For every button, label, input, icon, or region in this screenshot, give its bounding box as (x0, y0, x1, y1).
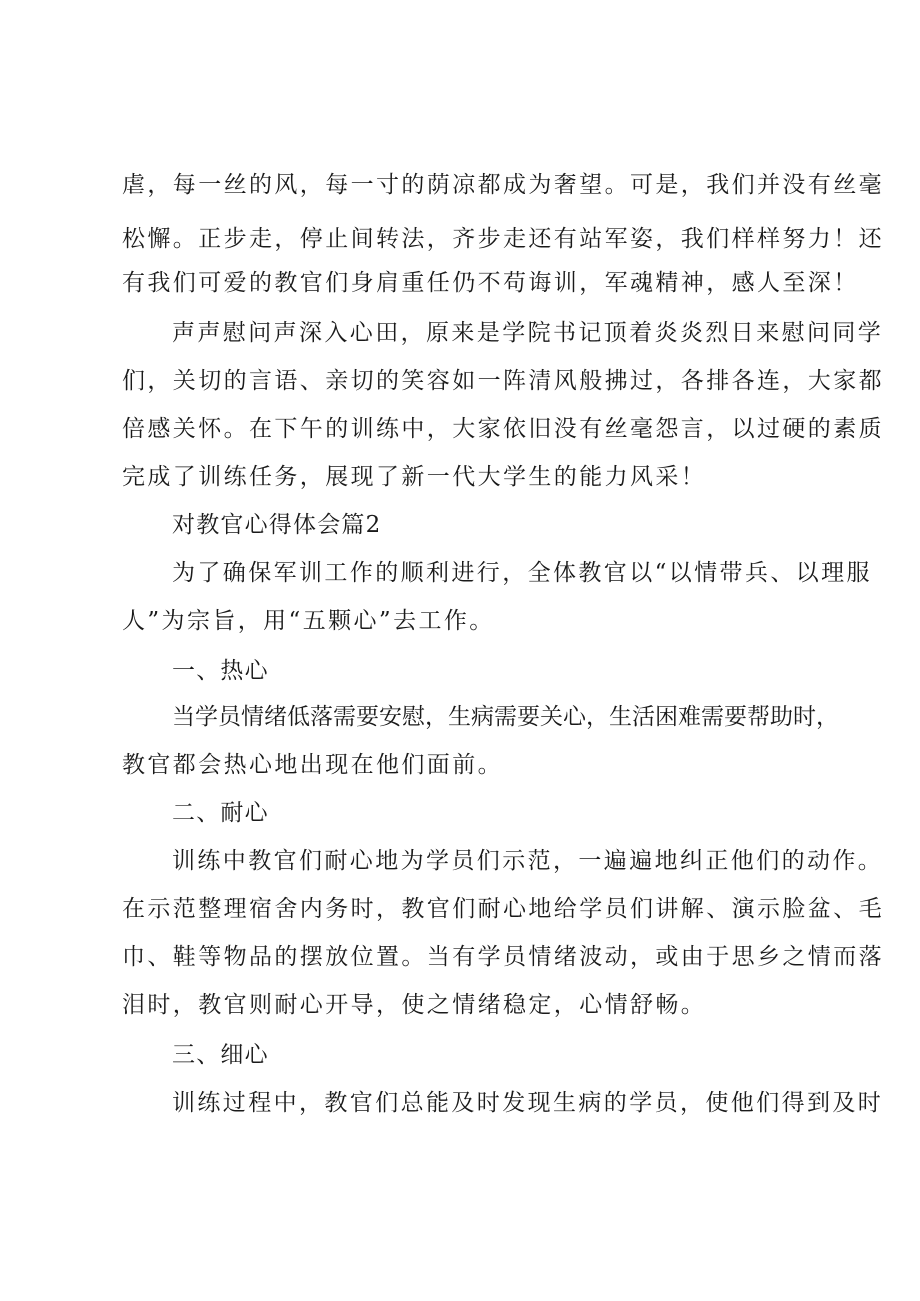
paragraph-line: 泪时，教官则耐心开导，使之情绪稳定，心情舒畅。 (122, 992, 707, 1018)
paragraph-line: 训练中教官们耐心地为学员们示范，一遍遍地纠正他们的动作。 (172, 848, 884, 874)
paragraph-line: 巾、鞋等物品的摆放位置。当有学员情绪波动，或由于思乡之情而落 (122, 944, 884, 970)
paragraph-line: 在示范整理宿舍内务时，教官们耐心地给学员们讲解、演示脸盆、毛 (122, 896, 884, 922)
subheading: 三、细心 (172, 1042, 269, 1068)
section-title: 对教官心得体会篇2 (172, 512, 382, 538)
paragraph-line: 松懈。正步走，停止间转法，齐步走还有站军姿，我们样样努力！还 (122, 226, 884, 252)
paragraph-line: 为了确保军训工作的顺利进行，全体教官以“以情带兵、以理服 (172, 560, 872, 586)
subheading: 二、耐心 (172, 800, 269, 826)
paragraph-line: 当学员情绪低落需要安慰，生病需要关心，生活困难需要帮助时， (172, 704, 839, 730)
paragraph-line: 倍感关怀。在下午的训练中，大家依旧没有丝毫怨言，以过硬的素质 (122, 416, 884, 442)
paragraph-line: 虐，每一丝的风，每一寸的荫凉都成为奢望。可是，我们并没有丝毫 (122, 172, 884, 198)
paragraph-line: 人”为宗旨，用“五颗心”去工作。 (122, 608, 495, 634)
paragraph-line: 完成了训练任务，展现了新一代大学生的能力风采！ (122, 464, 707, 490)
subheading: 一、热心 (172, 658, 269, 684)
paragraph-line: 有我们可爱的教官们身肩重任仍不苟诲训，军魂精神，感人至深！ (122, 270, 859, 296)
paragraph-line: 教官都会热心地出现在他们面前。 (122, 752, 503, 778)
paragraph-line: 们，关切的言语、亲切的笑容如一阵清风般拂过，各排各连，大家都 (122, 368, 884, 394)
paragraph-line: 声声慰问声深入心田，原来是学院书记顶着炎炎烈日来慰问同学 (172, 320, 884, 346)
paragraph-line: 训练过程中，教官们总能及时发现生病的学员，使他们得到及时 (172, 1090, 884, 1116)
